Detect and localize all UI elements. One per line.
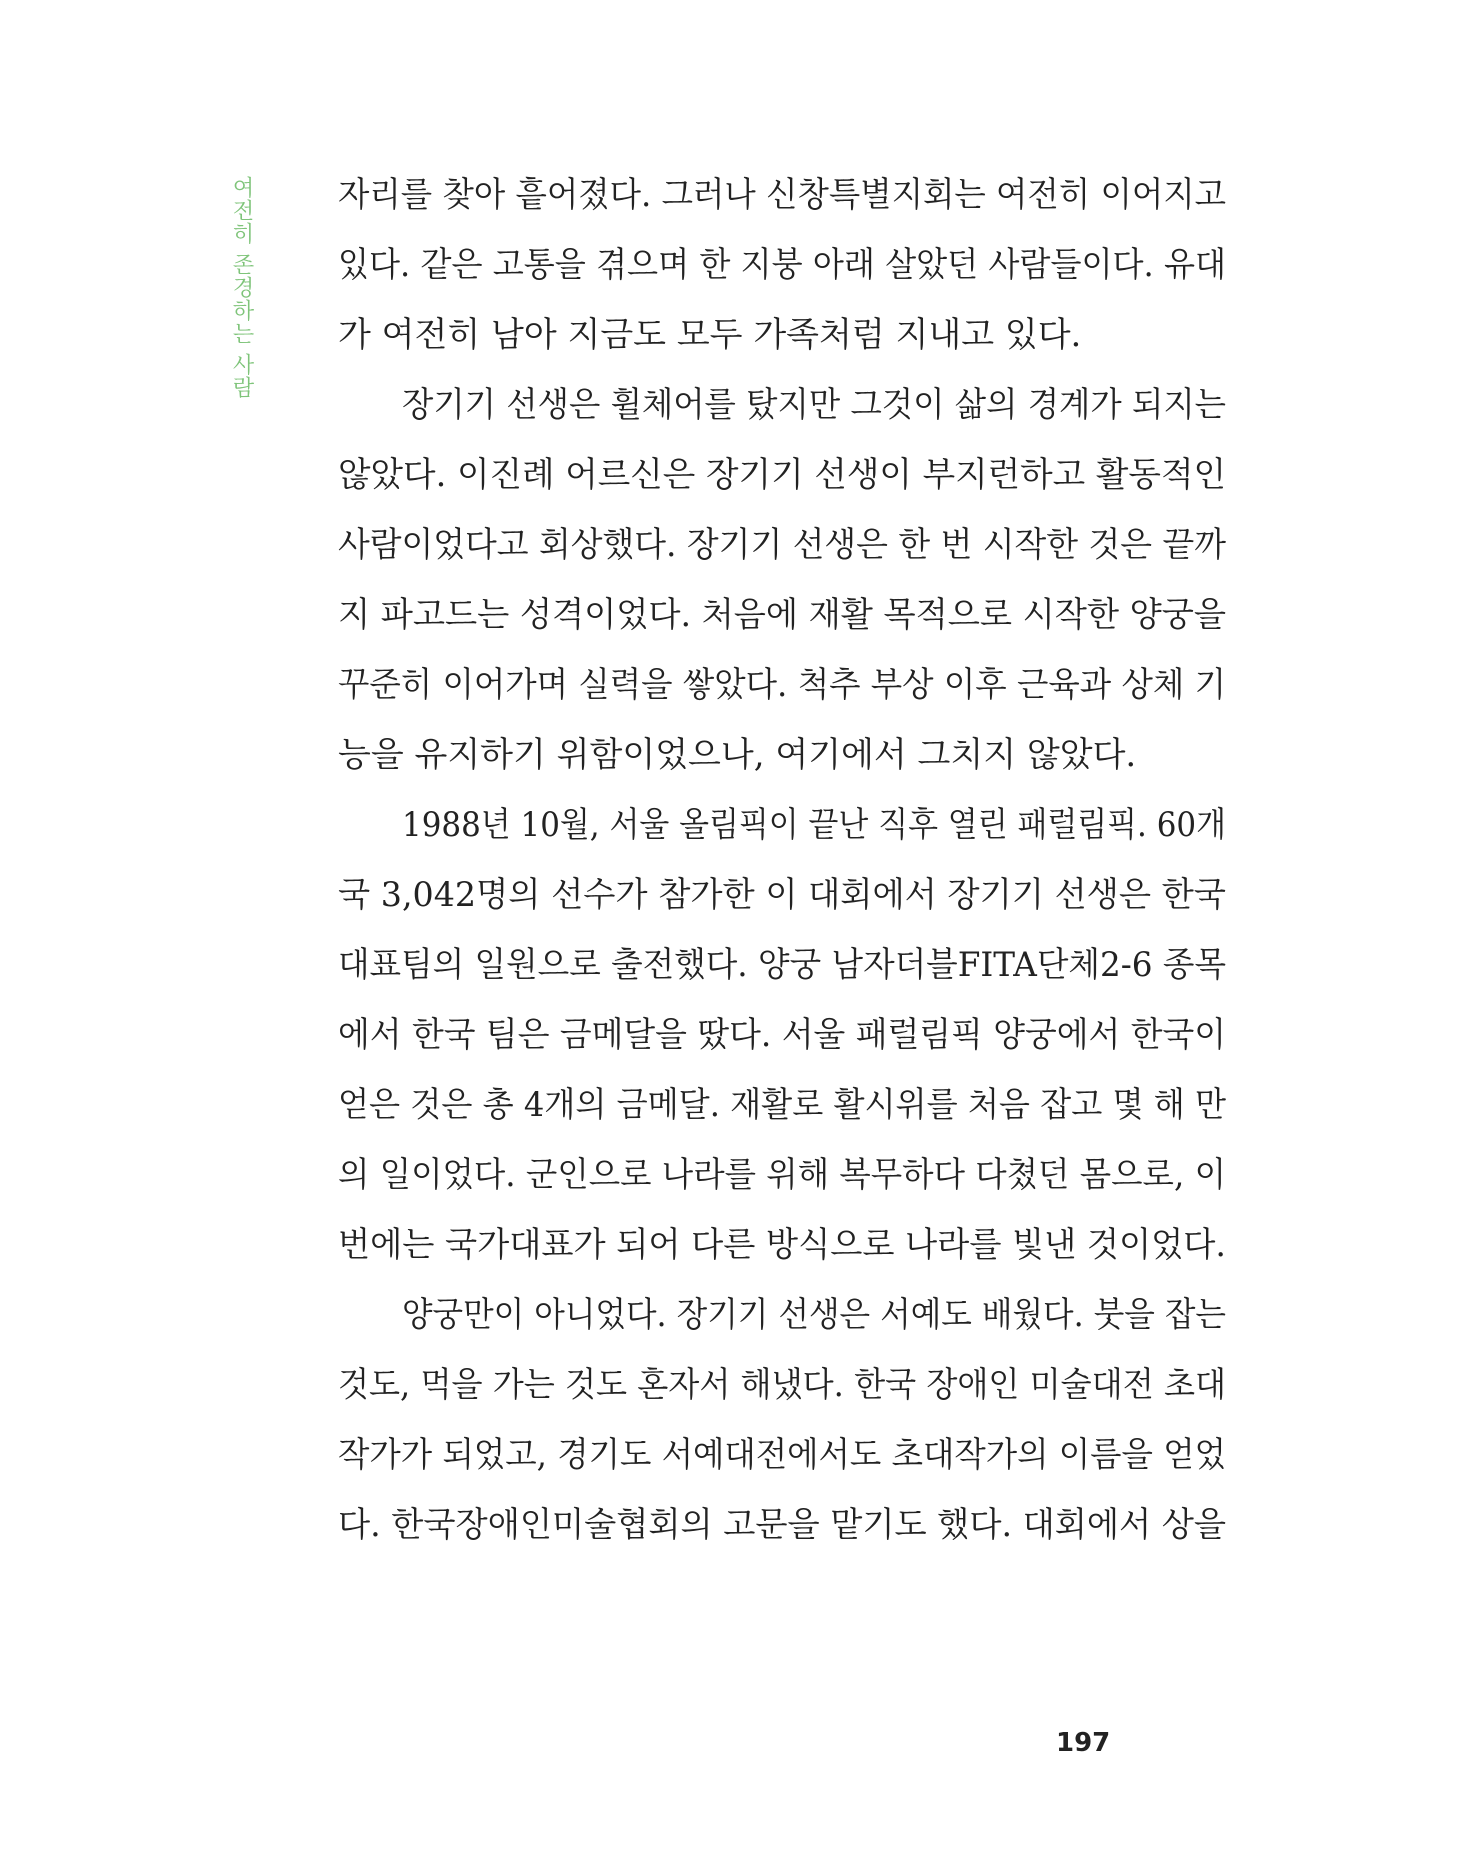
text-line: 능을 유지하기 위함이었으나, 여기에서 그치지 않았다. xyxy=(338,735,1137,775)
text-line: 의 일이었다. 군인으로 나라를 위해 복무하다 다쳤던 몸으로, 이 xyxy=(338,1155,1226,1195)
running-header: 여전히 존경하는 사람 xyxy=(229,176,254,399)
text-line: 자리를 찾아 흩어졌다. 그러나 신창특별지회는 여전히 이어지고 xyxy=(338,175,1226,215)
text-line: 장기기 선생은 휠체어를 탔지만 그것이 삶의 경계가 되지는 xyxy=(402,385,1226,425)
text-line: 1988년 10월, 서울 올림픽이 끝난 직후 열린 패럴림픽. 60개 xyxy=(402,805,1226,845)
text-line: 않았다. 이진례 어르신은 장기기 선생이 부지런하고 활동적인 xyxy=(338,455,1226,495)
text-line: 있다. 같은 고통을 겪으며 한 지붕 아래 살았던 사람들이다. 유대 xyxy=(338,245,1226,285)
body-text xyxy=(338,160,1226,1560)
page-number: 197 xyxy=(1056,1728,1111,1758)
text-line: 양궁만이 아니었다. 장기기 선생은 서예도 배웠다. 붓을 잡는 xyxy=(402,1295,1226,1335)
text-line: 얻은 것은 총 4개의 금메달. 재활로 활시위를 처음 잡고 몇 해 만 xyxy=(338,1085,1226,1125)
text-line: 번에는 국가대표가 되어 다른 방식으로 나라를 빛낸 것이었다. xyxy=(338,1225,1226,1265)
text-line: 지 파고드는 성격이었다. 처음에 재활 목적으로 시작한 양궁을 xyxy=(338,595,1226,635)
text-line: 작가가 되었고, 경기도 서예대전에서도 초대작가의 이름을 얻었 xyxy=(338,1435,1226,1475)
text-line: 다. 한국장애인미술협회의 고문을 맡기도 했다. 대회에서 상을 xyxy=(338,1505,1226,1545)
text-line: 것도, 먹을 가는 것도 혼자서 해냈다. 한국 장애인 미술대전 초대 xyxy=(338,1365,1226,1405)
text-line: 국 3,042명의 선수가 참가한 이 대회에서 장기기 선생은 한국 xyxy=(338,875,1226,915)
text-line: 가 여전히 남아 지금도 모두 가족처럼 지내고 있다. xyxy=(338,315,1082,355)
text-line: 꾸준히 이어가며 실력을 쌓았다. 척추 부상 이후 근육과 상체 기 xyxy=(338,665,1226,705)
text-line: 대표팀의 일원으로 출전했다. 양궁 남자더블FITA단체2-6 종목 xyxy=(338,945,1226,985)
text-line: 사람이었다고 회상했다. 장기기 선생은 한 번 시작한 것은 끝까 xyxy=(338,525,1226,565)
text-line: 에서 한국 팀은 금메달을 땄다. 서울 패럴림픽 양궁에서 한국이 xyxy=(338,1015,1226,1055)
